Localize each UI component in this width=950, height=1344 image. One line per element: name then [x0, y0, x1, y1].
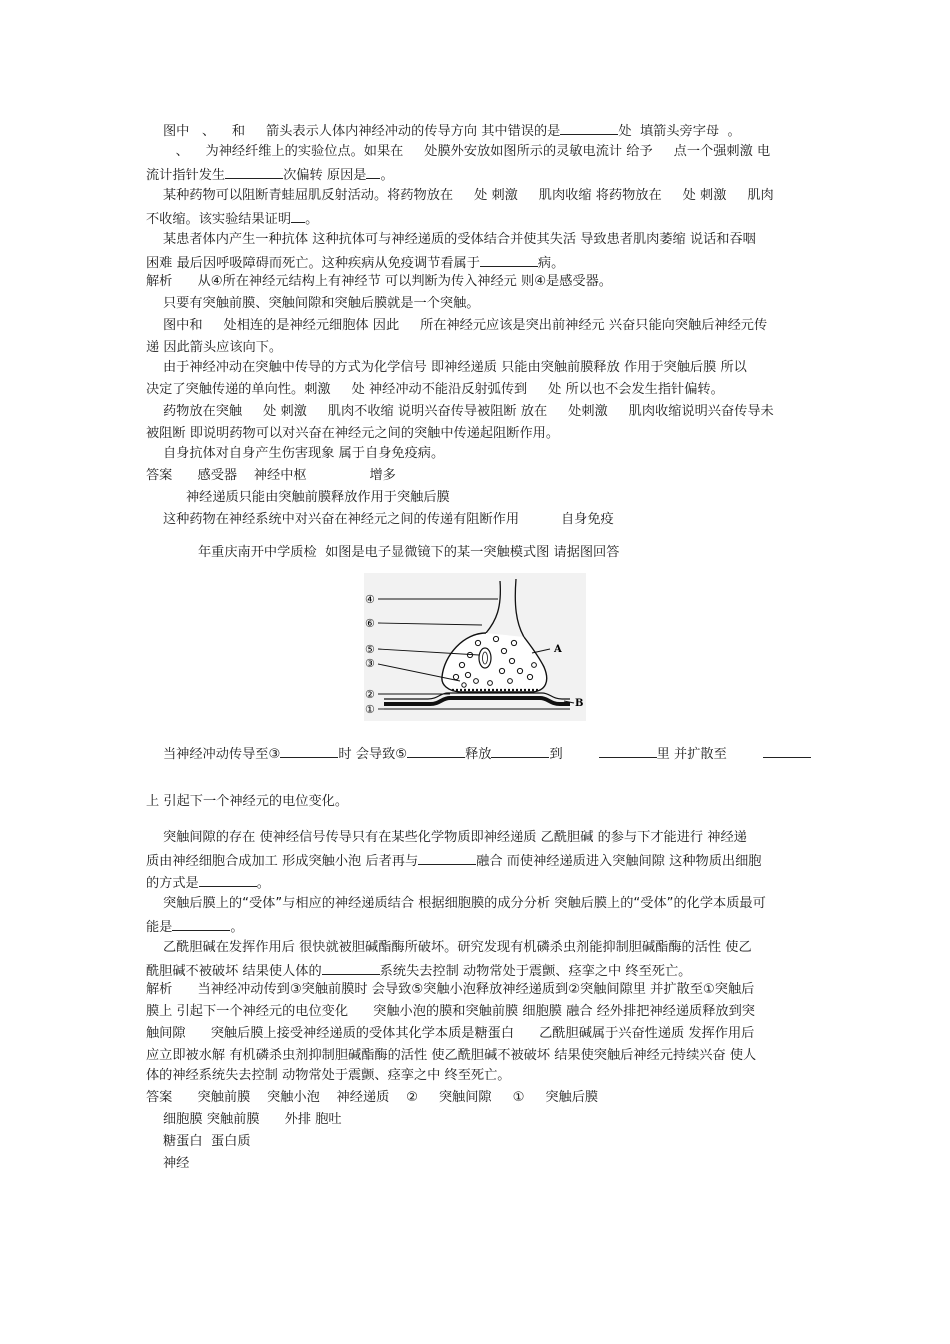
text: 到: [549, 747, 563, 762]
q2-line-1: [163, 744, 811, 764]
q2-line-8: 乙酰胆碱在发挥作用后 很快就被胆碱酯酶所破坏。研究发现有机磷杀虫剂能抑制胆碱酯酶的活性 使乙: [163, 940, 752, 955]
q1-line-3: [146, 165, 394, 185]
answer-blank[interactable]: [560, 121, 618, 135]
answer-2-line-3: 糖蛋白 蛋白质: [163, 1134, 251, 1149]
text: 。: [230, 920, 244, 935]
q1-line-5: [146, 209, 318, 229]
q2-line-6: 突触后膜上的“受体”与相应的神经递质结合 根据细胞膜的成分分析 突触后膜上的“受体”的化学本质最可: [163, 896, 766, 911]
analysis-1-line-3: 图中和 处相连的是神经元细胞体 因此 所在神经元应该是突出前神经元 兴奋只能向突触后神经元传: [163, 318, 768, 333]
q1-line-1: [163, 121, 741, 141]
text: 酰胆碱不被破坏 结果使人体的: [146, 964, 322, 979]
label-4: ④: [365, 593, 375, 606]
label-5: ⑤: [365, 643, 375, 656]
q2-line-7: [146, 917, 244, 937]
q2-line-2: 上 引起下一个神经元的电位变化。: [146, 794, 349, 809]
mitochondrion: [479, 648, 491, 668]
label-a: A: [554, 644, 562, 655]
text: 系统失去控制 动物常处于震颤、痉挛之中 终至死亡。: [379, 964, 692, 979]
analysis-1-line-4: 递 因此箭头应该向下。: [146, 340, 283, 355]
q1-line-4: 某种药物可以阻断青蛙屈肌反射活动。将药物放在 处 刺激 肌肉收缩 将药物放在 处 刺激 肌肉: [163, 188, 774, 203]
analysis-2-line-4: 应立即被水解 有机磷杀虫剂抑制胆碱酯酶的活性 使乙酰胆碱不被破坏 结果使突触后神经元持续兴奋 使人: [146, 1048, 757, 1063]
analysis-1-line-8: 被阻断 即说明药物可以对兴奋在神经元之间的突触中传递起阻断作用。: [146, 426, 560, 441]
answer-blank[interactable]: [599, 744, 657, 758]
text: 的方式是: [146, 876, 199, 891]
answer-1-line-2: 神经递质只能由突触前膜释放作用于突触后膜: [186, 490, 450, 505]
answer-blank[interactable]: [480, 253, 538, 267]
analysis-1-line-1: 解析 从④所在神经元结构上有神经节 可以判断为传入神经元 则④是感受器。: [146, 274, 612, 289]
text: 处 填箭头旁字母 。: [618, 124, 741, 139]
answer-blank[interactable]: [366, 165, 380, 179]
answer-blank[interactable]: [280, 744, 338, 758]
label-b: B: [575, 698, 584, 709]
answer-blank[interactable]: [199, 873, 257, 887]
answer-2-line-1: 答案 突触前膜 突触小泡 神经递质 ② 突触间隙 ① 突触后膜: [146, 1090, 599, 1105]
text: 质由神经细胞合成加工 形成突触小泡 后者再与: [146, 854, 419, 869]
analysis-2-line-3: 触间隙 突触后膜上接受神经递质的受体其化学本质是糖蛋白 乙酰胆碱属于兴奋性递质 发挥作用后: [146, 1026, 755, 1041]
analysis-1-line-5: 由于神经冲动在突触中传导的方式为化学信号 即神经递质 只能由突触前膜释放 作用于突触后膜 所以: [163, 360, 747, 375]
label-1: ①: [365, 703, 375, 716]
answer-blank[interactable]: [322, 961, 380, 975]
analysis-2-line-5: 体的神经系统失去控制 动物常处于震颤、痉挛之中 终至死亡。: [146, 1068, 511, 1083]
label-6: ⑥: [365, 617, 375, 630]
text: 。: [380, 168, 394, 183]
answer-1-line-3: 这种药物在神经系统中对兴奋在神经元之间的传递有阻断作用 自身免疫: [163, 512, 614, 527]
q2-line-5: [146, 873, 270, 893]
analysis-1-line-9: 自身抗体对自身产生伤害现象 属于自身免疫病。: [163, 446, 445, 461]
text: 释放: [465, 747, 492, 762]
text: 图中 、 和 箭头表示人体内神经冲动的传导方向 其中错误的是: [163, 124, 561, 139]
text: 融合 而使神经递质进入突触间隙 这种物质出细胞: [476, 854, 762, 869]
text: 。: [305, 212, 319, 227]
answer-blank[interactable]: [291, 209, 305, 223]
analysis-1-line-2: 只要有突触前膜、突触间隙和突触后膜就是一个突触。: [163, 296, 480, 311]
analysis-1-line-7: 药物放在突触 处 刺激 肌肉不收缩 说明兴奋传导被阻断 放在 处刺激 肌肉收缩说明兴奋传导未: [163, 404, 774, 419]
answer-blank[interactable]: [491, 744, 549, 758]
label-2: ②: [365, 688, 375, 701]
text: 里 并扩散至: [656, 747, 727, 762]
label-3: ③: [365, 657, 375, 670]
answer-blank[interactable]: [225, 165, 283, 179]
answer-blank[interactable]: [763, 744, 811, 758]
q2-title: 年重庆南开中学质检 如图是电子显微镜下的某一突触模式图 请据图回答: [198, 545, 620, 560]
text: 当神经冲动传导至③: [163, 747, 281, 762]
analysis-2-line-2: 膜上 引起下一个神经元的电位变化 突触小泡的膜和突触前膜 细胞膜 融合 经外排把神经递质释放到突: [146, 1004, 755, 1019]
q1-line-6: 某患者体内产生一种抗体 这种抗体可与神经递质的受体结合并使其失活 导致患者肌肉萎缩 说话和吞咽: [163, 232, 756, 247]
q2-line-9: [146, 961, 691, 981]
q2-line-3: 突触间隙的存在 使神经信号传导只有在某些化学物质即神经递质 乙酰胆碱 的参与下才能进行 神经递: [163, 830, 747, 845]
text: 不收缩。该实验结果证明: [146, 212, 292, 227]
answer-blank[interactable]: [172, 917, 230, 931]
q1-line-2: 、 为神经纤维上的实验位点。如果在 处膜外安放如图所示的灵敏电流计 给予 点一个强刺激 电: [163, 144, 771, 159]
q1-line-7: [146, 253, 564, 273]
analysis-1-line-6: 决定了突触传递的单向性。刺激 处 神经冲动不能沿反射弧传到 处 所以也不会发生指针偏转。: [146, 382, 724, 397]
answer-2-line-4: 神经: [163, 1156, 190, 1171]
analysis-2-line-1: 解析 当神经冲动传到③突触前膜时 会导致⑤突触小泡释放神经递质到②突触间隙里 并扩散至①突触后: [146, 982, 755, 997]
answer-1-line-1: 答案 感受器 神经中枢 增多: [146, 468, 396, 483]
answer-blank[interactable]: [407, 744, 465, 758]
synapse-diagram: [364, 573, 586, 721]
q2-line-4: [146, 851, 761, 871]
text: 次偏转 原因是: [283, 168, 367, 183]
text: 能是: [146, 920, 173, 935]
answer-2-line-2: 细胞膜 突触前膜 外排 胞吐: [163, 1112, 342, 1127]
text: 病。: [537, 256, 565, 271]
text: 。: [256, 876, 270, 891]
text: 时 会导致⑤: [338, 747, 408, 762]
answer-blank[interactable]: [418, 851, 476, 865]
text: 困难 最后因呼吸障碍而死亡。这种疾病从免疫调节看属于: [146, 256, 480, 271]
text: 流计指针发生: [146, 168, 226, 183]
